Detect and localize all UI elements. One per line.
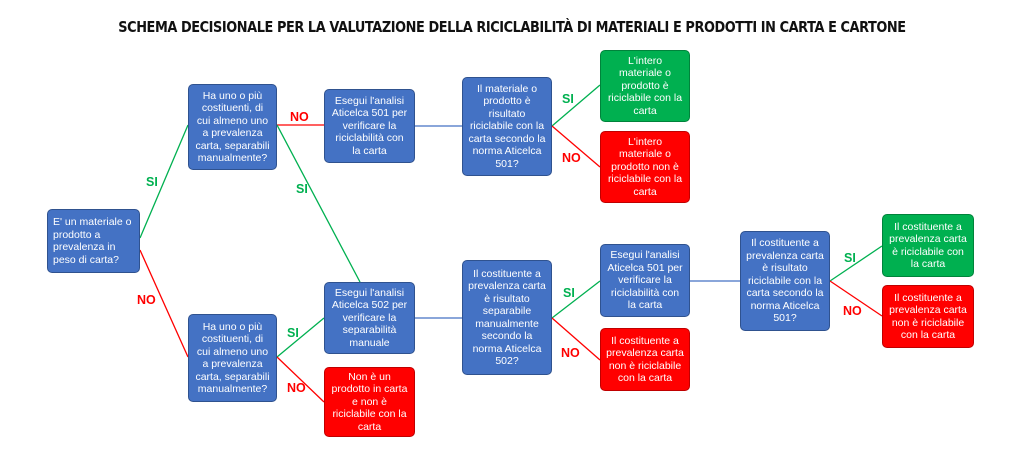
link-lower-to-analysis502: [277, 318, 324, 357]
label-si-separable-yes: SI: [563, 286, 575, 300]
label-no-lower-not-paper: NO: [287, 381, 306, 395]
node-result-component-not-recyclable-mid: Il costituente a prevalenza carta non è riciclabile con la carta: [600, 328, 690, 391]
label-no-material-no: NO: [562, 151, 581, 165]
link-q501-to-whole-yes: [552, 85, 600, 126]
link-qcomp-to-comp-yes: [830, 246, 882, 281]
node-question-material-501: Il materiale o prodotto è risultato riciclabile con la carta secondo la norma Aticelca 501?: [462, 77, 552, 176]
link-q502-to-analysis501mid: [552, 281, 600, 318]
node-result-component-not-recyclable: Il costituente a prevalenza carta non è riciclabile con la carta: [882, 285, 974, 348]
node-analysis-502: Esegui l'analisi Aticelca 502 per verificare la separabilità manuale: [324, 282, 415, 354]
node-question-component-501: Il costituente a prevalenza carta è risultato riciclabile con la carta secondo la norma Aticelca 501?: [740, 231, 830, 331]
label-si-lower-502: SI: [287, 326, 299, 340]
node-result-not-paper: Non è un prodotto in carta e non è riciclabile con la carta: [324, 367, 415, 437]
node-question-separable-502: Il costituente a prevalenza carta è risultato separabile manualmente secondo la norma Aticelca 502?: [462, 260, 552, 375]
node-result-component-recyclable: Il costituente a prevalenza carta è riciclabile con la carta: [882, 214, 974, 277]
label-si-component-yes: SI: [844, 251, 856, 265]
node-question-lower: Ha uno o più costituenti, di cui almeno uno a prevalenza carta, separabili manualmente?: [188, 314, 277, 402]
node-question-upper: Ha uno o più costituenti, di cui almeno uno a prevalenza carta, separabili manualmente?: [188, 84, 277, 170]
node-result-whole-not-recyclable: L'intero materiale o prodotto non è riciclabile con la carta: [600, 131, 690, 203]
label-si-upper-502: SI: [296, 182, 308, 196]
label-no-separable-no: NO: [561, 346, 580, 360]
node-start: E' un materiale o prodotto a prevalenza in peso di carta?: [47, 209, 140, 273]
node-analysis-501-mid: Esegui l'analisi Aticelca 501 per verificare la riciclabilità con la carta: [600, 244, 690, 317]
node-result-whole-recyclable: L'intero materiale o prodotto è riciclabile con la carta: [600, 50, 690, 122]
diagram-title: SCHEMA DECISIONALE PER LA VALUTAZIONE DELLA RICICLABILITÀ DI MATERIALI E PRODOTTI IN CARTA E CARTONE: [118, 18, 906, 36]
label-no-component-no: NO: [843, 304, 862, 318]
label-si-start-upper: SI: [146, 175, 158, 189]
label-si-material-yes: SI: [562, 92, 574, 106]
label-no-upper-analysis: NO: [290, 110, 309, 124]
link-lower-to-not-paper: [277, 357, 324, 402]
label-no-start-lower: NO: [137, 293, 156, 307]
node-analysis-501-top: Esegui l'analisi Aticelca 501 per verificare la riciclabilità con la carta: [324, 89, 415, 163]
